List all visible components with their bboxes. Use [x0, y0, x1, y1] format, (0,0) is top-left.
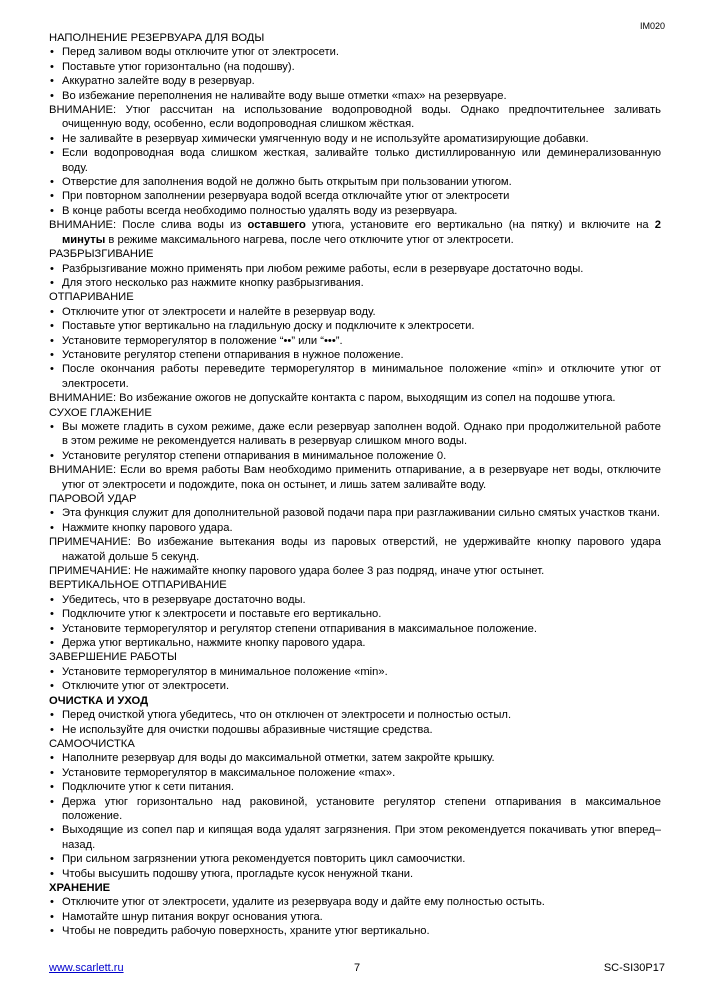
paragraph: ВНИМАНИЕ: Во избежание ожогов не допускайте контакта с паром, выходящим из сопел на подошве утюга.: [49, 392, 616, 405]
bullet-icon: •: [50, 147, 54, 160]
bullet-item: [49, 449, 661, 463]
bullet-text: Установите регулятор степени отпаривания в минимальное положение 0.: [62, 449, 447, 462]
bullet-text: Наполните резервуар для воды до максимальной отметки, затем закройте крышку.: [62, 752, 495, 765]
bullet-icon: •: [50, 348, 54, 361]
bullet-item: [49, 723, 661, 737]
emphasis-text: 2 минуты: [62, 219, 661, 246]
bullet-item: [49, 305, 661, 319]
bullet-icon: •: [50, 420, 54, 433]
bullet-text: В конце работы всегда необходимо полностью удалять воду из резервуара.: [62, 204, 458, 217]
bullet-item: [49, 795, 661, 824]
bullet-text: Не заливайте в резервуар химически умягченную воду и не используйте ароматизирующие добавки.: [62, 132, 589, 145]
section-heading: НАПОЛНЕНИЕ РЕЗЕРВУАРА ДЛЯ ВОДЫ: [49, 32, 265, 44]
bullet-item: [49, 146, 661, 175]
bullet-icon: •: [50, 622, 54, 635]
bullet-item: [49, 593, 661, 607]
bullet-text: Установите терморегулятор в положение “••” или “•••”.: [62, 334, 343, 347]
bullet-item: [49, 334, 661, 348]
bullet-item: [49, 708, 661, 722]
bullet-item: [49, 780, 661, 794]
section-heading: ЗАВЕРШЕНИЕ РАБОТЫ: [49, 651, 177, 664]
bullet-text: Установите терморегулятор и регулятор степени отпаривания в максимальное положение.: [62, 622, 538, 635]
section-heading: СУХОЕ ГЛАЖЕНИЕ: [49, 406, 152, 419]
bullet-text: Подключите утюг к сети питания.: [62, 781, 234, 794]
bullet-icon: •: [50, 262, 54, 275]
bullet-text: Если водопроводная вода слишком жесткая, заливайте только дистиллированную или деминерализованную воду.: [62, 147, 661, 174]
bullet-text: Отключите утюг от электросети, удалите из резервуара воду и дайте ему полностью остыть.: [62, 896, 545, 909]
bullet-icon: •: [50, 853, 54, 866]
bullet-item: [49, 204, 661, 218]
bullet-icon: •: [50, 781, 54, 794]
note-text: ВНИМАНИЕ: После слива воды из: [49, 219, 248, 232]
bullet-icon: •: [50, 723, 54, 736]
bullet-text: Держа утюг вертикально, нажмите кнопку парового удара.: [62, 637, 366, 650]
bullet-icon: •: [50, 752, 54, 765]
section-heading-bold: ХРАНЕНИЕ: [49, 881, 111, 894]
bullet-text: Установите терморегулятор в максимальное положение «max».: [62, 766, 396, 779]
bullet-item: [49, 766, 661, 780]
bullet-text: Аккуратно залейте воду в резервуар.: [62, 75, 255, 88]
bullet-item: [49, 636, 661, 650]
bullet-item: [49, 622, 661, 636]
bullet-text: Отверстие для заполнения водой не должно быть открытым при пользовании утюгом.: [62, 176, 512, 189]
warning-note: [49, 218, 661, 247]
bullet-item: [49, 895, 661, 909]
bullet-text: При повторном заполнении резервуара водой всегда отключайте утюг от электросети: [62, 190, 510, 203]
bullet-text: Для этого несколько раз нажмите кнопку разбрызгивания.: [62, 276, 364, 289]
bullet-icon: •: [50, 75, 54, 88]
bullet-item: [49, 852, 661, 866]
bullet-icon: •: [50, 507, 54, 520]
emphasis-text: оставшего: [247, 219, 306, 232]
bullet-icon: •: [50, 334, 54, 347]
bullet-text: Перед очисткой утюга убедитесь, что он отключен от электросети и полностью остыл.: [62, 709, 512, 722]
warning-note: ВНИМАНИЕ: Утюг рассчитан на использование водопроводной воды. Однако предпочтительнее заливать очищенную воду, особенно, если водопроводная слишком жёсткая.: [49, 104, 661, 131]
bullet-text: Чтобы не повредить рабочую поверхность, храните утюг вертикально.: [62, 925, 430, 938]
manual-content: [49, 31, 661, 939]
bullet-icon: •: [50, 593, 54, 606]
bullet-icon: •: [50, 637, 54, 650]
bullet-text: Нажмите кнопку парового удара.: [62, 521, 233, 534]
bullet-icon: •: [50, 132, 54, 145]
bullet-item: [49, 348, 661, 362]
bullet-icon: •: [50, 709, 54, 722]
bullet-item: [49, 132, 661, 146]
model-number: SC-SI30P17: [603, 962, 665, 974]
bullet-text: Чтобы высушить подошву утюга, прогладьте кусок ненужной ткани.: [62, 867, 414, 880]
bullet-text: Держа утюг горизонтально над раковиной, установите регулятор степени отпаривания в максимальное положение.: [62, 795, 661, 822]
section-heading-bold: ОЧИСТКА И УХОД: [49, 694, 149, 707]
bullet-icon: •: [50, 824, 54, 837]
bullet-text: Установите регулятор степени отпаривания в нужное положение.: [62, 348, 404, 361]
bullet-item: [49, 175, 661, 189]
bullet-item: [49, 665, 661, 679]
bullet-item: [49, 679, 661, 693]
bullet-text: Убедитесь, что в резервуаре достаточно воды.: [62, 593, 306, 606]
bullet-item: [49, 607, 661, 621]
bullet-item: [49, 319, 661, 333]
bullet-item: [49, 362, 661, 391]
document-code: IM020: [639, 21, 665, 31]
section-heading: САМООЧИСТКА: [49, 737, 135, 750]
bullet-item: [49, 89, 661, 103]
bullet-icon: •: [50, 176, 54, 189]
bullet-text: После окончания работы переведите терморегулятор в минимальное положение «min» и отключите утюг от электросети.: [62, 363, 661, 390]
bullet-text: Эта функция служит для дополнительной разовой подачи пара при разглаживании сильно смятых участков ткани.: [62, 507, 660, 520]
note-text: утюга, установите его вертикально (на пятку) и включите на: [305, 219, 655, 232]
bullet-text: Установите терморегулятор в минимальное положение «min».: [62, 665, 388, 678]
bullet-icon: •: [50, 608, 54, 621]
bullet-icon: •: [50, 665, 54, 678]
bullet-item: [49, 74, 661, 88]
bullet-item: [49, 506, 661, 520]
paragraph: ПРИМЕЧАНИЕ: Не нажимайте кнопку парового удара более 3 раз подряд, иначе утюг остынет.: [49, 565, 545, 578]
website-link[interactable]: www.scarlett.ru: [49, 962, 124, 974]
bullet-text: Намотайте шнур питания вокруг основания утюга.: [62, 910, 323, 923]
note-text: в режиме максимального нагрева, после чего отключите утюг от электросети.: [105, 233, 514, 246]
bullet-icon: •: [50, 766, 54, 779]
bullet-text: Отключите утюг от электросети.: [62, 680, 230, 693]
bullet-item: [49, 751, 661, 765]
bullet-item: [49, 910, 661, 924]
section-heading: ВЕРТИКАЛЬНОЕ ОТПАРИВАНИЕ: [49, 579, 227, 592]
bullet-icon: •: [50, 60, 54, 73]
bullet-icon: •: [50, 680, 54, 693]
bullet-icon: •: [50, 896, 54, 909]
bullet-icon: •: [50, 305, 54, 318]
bullet-icon: •: [50, 320, 54, 333]
warning-note: ВНИМАНИЕ: Если во время работы Вам необходимо применить отпаривание, а в резервуаре нет воды, отключите утюг от электросети и подождите, пока он остынет, и лишь затем заливайте воду.: [49, 464, 661, 491]
bullet-icon: •: [50, 449, 54, 462]
bullet-item: [49, 262, 661, 276]
section-heading: РАЗБРЫЗГИВАНИЕ: [49, 248, 154, 261]
bullet-icon: •: [50, 89, 54, 102]
bullet-icon: •: [50, 795, 54, 808]
bullet-text: Не используйте для очистки подошвы абразивные чистящие средства.: [62, 723, 433, 736]
section-heading: ОТПАРИВАНИЕ: [49, 291, 134, 304]
bullet-text: Подключите утюг к электросети и поставьте его вертикально.: [62, 608, 382, 621]
bullet-icon: •: [50, 910, 54, 923]
bullet-icon: •: [50, 190, 54, 203]
bullet-icon: •: [50, 46, 54, 59]
bullet-item: [49, 60, 661, 74]
bullet-item: [49, 823, 661, 852]
warning-note: ПРИМЕЧАНИЕ: Во избежание вытекания воды из паровых отверстий, не удерживайте кнопку парового удара нажатой дольше 5 секунд.: [49, 536, 661, 563]
bullet-text: Разбрызгивание можно применять при любом режиме работы, если в резервуаре достаточно воды.: [62, 262, 584, 275]
bullet-item: [49, 276, 661, 290]
bullet-text: Поставьте утюг горизонтально (на подошву).: [62, 60, 295, 73]
bullet-icon: •: [50, 867, 54, 880]
bullet-text: Поставьте утюг вертикально на гладильную доску и подключите к электросети.: [62, 320, 475, 333]
bullet-item: [49, 189, 661, 203]
bullet-text: При сильном загрязнении утюга рекомендуется повторить цикл самоочистки.: [62, 853, 466, 866]
section-heading: ПАРОВОЙ УДАР: [49, 493, 137, 505]
bullet-text: Отключите утюг от электросети и налейте в резервуар воду.: [62, 305, 376, 318]
bullet-icon: •: [50, 204, 54, 217]
bullet-item: [49, 867, 661, 881]
page-footer: [49, 962, 665, 976]
bullet-item: [49, 924, 661, 938]
bullet-item: [49, 45, 661, 59]
bullet-icon: •: [50, 521, 54, 534]
bullet-item: [49, 521, 661, 535]
bullet-text: Перед заливом воды отключите утюг от электросети.: [62, 46, 339, 59]
bullet-text: Во избежание переполнения не наливайте воду выше отметки «max» на резервуаре.: [62, 89, 507, 102]
bullet-icon: •: [50, 276, 54, 289]
bullet-icon: •: [50, 363, 54, 376]
bullet-text: Выходящие из сопел пар и кипящая вода удалят загрязнения. При этом рекомендуется покачивать утюг вперед–назад.: [62, 824, 661, 851]
bullet-icon: •: [50, 925, 54, 938]
bullet-text: Вы можете гладить в сухом режиме, даже если резервуар заполнен водой. Однако при продолжительной работе в этом режиме не рекомендуется наливать в резервуар слишком много воды.: [62, 420, 661, 448]
page-number: 7: [353, 962, 361, 974]
bullet-item: [49, 420, 661, 449]
